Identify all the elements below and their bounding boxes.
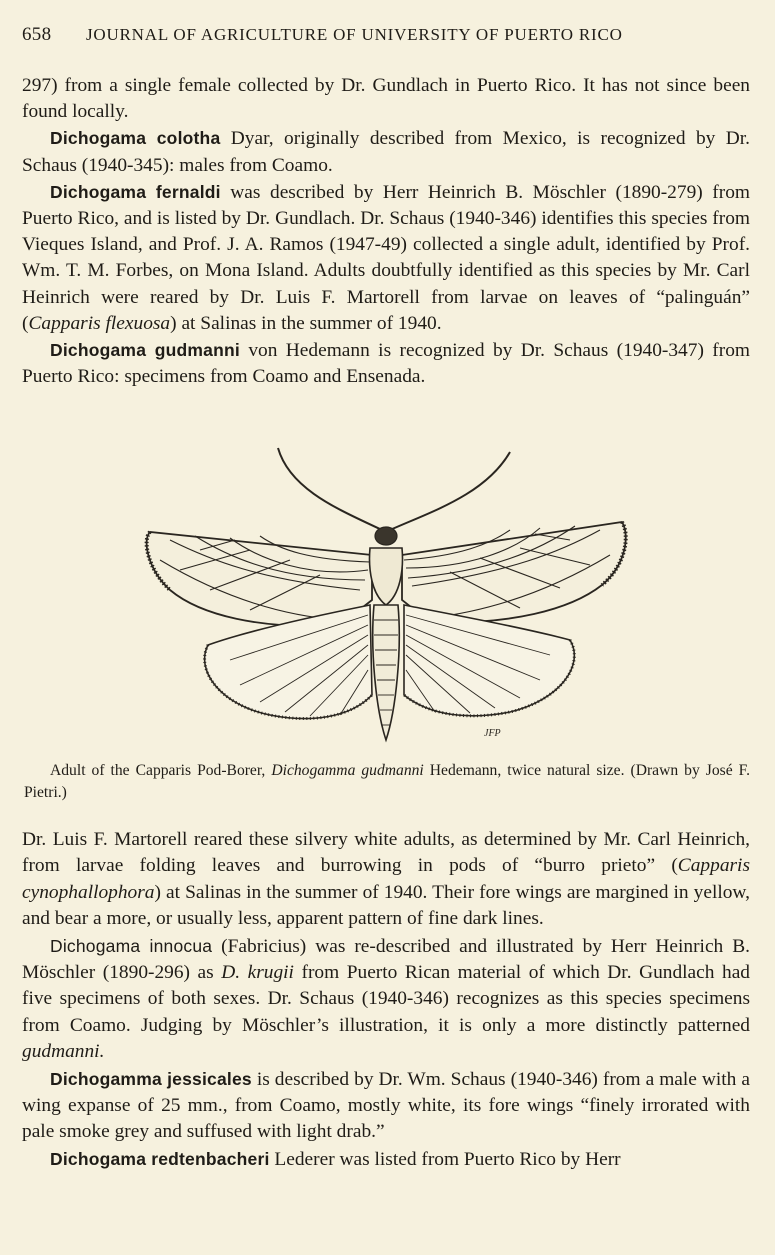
paragraph-jessicales: Dichogamma jessicales is described by Dr. Wm. Schaus (1940-346) from a male with a wing expanse of 25 mm., from Coamo, mostly white, its fore wings “finely irrorated with pale smoke grey and suffused with light drab.” <box>22 1068 750 1143</box>
lower-text-block <box>22 827 750 1173</box>
paragraph: 297) from a single female collected by Dr. Gundlach in Puerto Rico. It has not since been found locally. <box>22 75 750 123</box>
species-name: Dichogama fernaldi <box>50 181 221 202</box>
moth-head <box>375 527 397 545</box>
moth-illustration <box>140 440 630 750</box>
moth-thorax <box>370 548 403 605</box>
artist-initials: JFP <box>484 728 501 739</box>
species-name: Dichogamma jessicales <box>50 1068 252 1089</box>
right-forewing <box>402 522 626 622</box>
right-antenna <box>390 452 510 530</box>
paragraph-innocua: Dichogama innocua (Fabricius) was re-described and illustrated by Herr Heinrich B. Möschler (1890-296) as D. krugii from Puerto Rican material of which Dr. Gundlach had five specimens of both sexes. Dr. Schaus (1940-346) recognizes as this species specimens from Coamo. Judging by Möschler’s illustration, it is only a more distinctly patterned gudmanni. <box>22 935 750 1063</box>
species-name: Dichogama redtenbacheri <box>50 1148 270 1169</box>
journal-title: JOURNAL OF AGRICULTURE OF UNIVERSITY OF PUERTO RICO <box>85 25 623 44</box>
upper-text-block <box>22 73 750 390</box>
paragraph-fernaldi: Dichogama fernaldi was described by Herr Heinrich B. Möschler (1890-279) from Puerto Rico, and is listed by Dr. Gundlach. Dr. Schaus (1940-346) identifies this species from Vieques Island, and Prof. J. A. Ramos (1947-49) collected a single adult, identified by Prof. Wm. T. M. Forbes, on Mona Island. Adults doubtfully identified as this species by Mr. Carl Heinrich were reared by Dr. Luis F. Martorell from larvae on leaves of “palinguán” (Capparis flexuosa) at Salinas in the summer of 1940. <box>22 181 750 334</box>
page-number: 658 <box>22 24 52 45</box>
species-name: Dichogama colotha <box>50 128 221 149</box>
paragraph-martorell: Dr. Luis F. Martorell reared these silvery white adults, as determined by Mr. Carl Heinrich, from larvae folding leaves and burrowing in pods of “burro prieto” (Capparis cynophallophora) at Salinas in the summer of 1940. Their fore wings are margined in yellow, and bear a more, or usually less, apparent pattern of fine dark lines. <box>22 829 750 930</box>
paragraph-redtenbacheri: Dichogama redtenbacheri Lederer was listed from Puerto Rico by Herr <box>50 1148 621 1170</box>
figure-caption: Adult of the Capparis Pod-Borer, Dichogamma gudmanni Hedemann, twice natural size. (Drawn by José F. Pietri.) <box>24 762 750 801</box>
species-name: Dichogama innocua <box>50 935 213 956</box>
paragraph-colotha: Dichogama colotha Dyar, originally described from Mexico, is recognized by Dr. Schaus (1940-345): males from Coamo. <box>22 128 750 176</box>
moth-abdomen <box>373 605 400 740</box>
running-header <box>22 24 722 46</box>
left-antenna <box>278 448 382 530</box>
paragraph-gudmanni: Dichogama gudmanni von Hedemann is recognized by Dr. Schaus (1940-347) from Puerto Rico: specimens from Coamo and Ensenada. <box>22 340 750 388</box>
species-name: Dichogama gudmanni <box>50 340 240 361</box>
